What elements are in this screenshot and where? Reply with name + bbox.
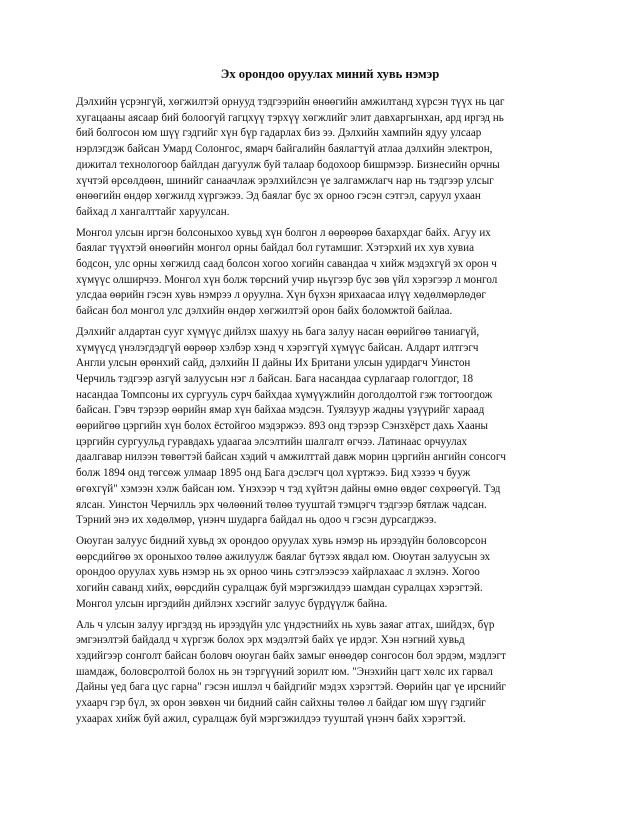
text-line: байсан. Гэвч тэрээр өөрийн ямар хүн байхаа мэдсэн. Туялзуур жадны үзүүрийг хараад: [76, 404, 485, 417]
paragraph: [76, 226, 584, 320]
text-line: Монгол улсын иргэдийн дийлэнх хэсгийг залуус бүрдүүлж байна.: [76, 597, 388, 610]
text-line: Англи улсын өрөнхий сайд, дэлхийн II дайны Их Британи улсын удирдагч Уинстон: [76, 357, 471, 370]
text-line: Дэлхийг алдартан сууг хүмүүс дийлэх шахуу нь бага залуу насан өөрийгөө таниагүй,: [76, 325, 480, 338]
text-line: Дэлхийн үсрэнгүй, хөгжилтэй орнууд тэдгээрийн өнөөгийн амжилтанд хүрсэн түүх нь цаг: [76, 96, 505, 108]
text-line: даалгавар нилээн төвөгтэй байсан хэдий ч амжилттай давж морин цэргийн ангийн сонсогч: [76, 451, 506, 464]
text-line: өөрсдийгөө эх ороныхоо төлөө ажилуулж баялаг бүтээх явдал юм. Оюутан залуусын эх: [76, 550, 490, 563]
text-line: цэргийн сургуульд гуравдахь удаагаа элсэлтийн шалгалт өгчээ. Латинаас орчуулах: [76, 435, 468, 448]
text-line: хэдийгээр сонголт байсан боловч оюуган байх замыг өнөөдөр сонгосон бол эрдэм, мэдлэгт: [76, 649, 506, 662]
document-title: Эх орондоо оруулах миний хувь нэмэр: [220, 67, 440, 81]
text-line: бий болгосон юм шүү гэдгийг хүн бүр гадарлах биз ээ. Дэлхийн хампийн ядуу улсаар: [76, 127, 482, 140]
text-line: хугацааны аясаар бий болоогүй гагцхүү тэрхүү хөгжлийг элит давхаргынхан, ард иргэд нь: [76, 111, 504, 124]
text-line: Оюуган залуус бидний хувьд эх орондоо оруулах хувь нэмэр нь ирээдүйн боловсорсон: [76, 534, 487, 547]
text-line: өнөөгийн өндөр хөгжилд хүргэжээ. Эд баялаг бус эх орноо гэсэн сэтгэл, саруул ухаан: [76, 190, 481, 203]
text-line: ухаарч гэр бүл, эх орон зөвхөн чи бидний сайн сайхны төлөө л байдаг юм шүү гэдгийг: [76, 697, 486, 710]
text-line: өөрийгөө цэргийн хүн болох ёстойгоо мэдэржээ. 893 онд тэрээр Сэнзхёрст дахь Хааны: [76, 420, 489, 433]
text-line: орондоо оруулах хувь нэмэр нь эх орноо чинь сэтгэлээсээ хайрлахаас л эхлэнэ. Хогоо: [76, 566, 480, 579]
paragraph: [76, 618, 584, 728]
text-line: нэрлэгдэж байсан Умард Солонгос, ямарч байгалийн баялагтүй атлаа дэлхийн электрон,: [76, 143, 493, 156]
text-line: хүчтэй өрсөлдөөн, шинийг санаачлаж эрэлхийлсэн үе залгамжлагч нар нь тэдгээр улсыг: [76, 174, 494, 187]
text-line: ухаарах хийж буй ажил, суралцаж буй мэргэжилдээ тууштай үнэнч байх хэрэгтэй.: [76, 712, 466, 725]
text-line: насандаа Томпсоны их сургууль сурч байхдаа хүмүүжлийн доголдолтой гэж тогтоогдож: [76, 388, 493, 401]
paragraph: [76, 534, 584, 613]
text-line: өгөхгүй" хэмээн хэлж байсан юм. Үнэхээр ч тэд хүйтэн дайны өмнө өвдөг сөхрөөгүй. Тэд: [76, 482, 501, 495]
text-line: Монгол улсын иргэн болсоныхоо хувьд хүн болгон л өөрөөрөө бахархдаг байх. Агуу их: [76, 226, 491, 239]
document-body: [76, 95, 584, 727]
text-line: Аль ч улсын залуу иргэдэд нь ирээдүйн улс үндэстнийх нь хувь заяаг атгах, шийдэх, бүр: [76, 618, 495, 631]
text-line: шамдаж, боловсролтой болох нь эн тэргүүний зорилт юм. "Энэхийн цагт хөлс их гарвал: [76, 665, 493, 678]
paragraph: [76, 325, 584, 529]
text-line: баялаг түүхтэй өнөөгийн монгол орны байдал бол гутамшиг. Хэтэрхий их хув хувиа: [76, 242, 475, 255]
text-line: улсдаа өөрийн гэсэн хувь нэмрээ л оруулна. Хүн бүхэн ярихаасаа илүү хөдөлмөрлөдөг: [76, 289, 486, 302]
text-line: эмгэнэлтэй байдалд ч хүргэж болох эрх мэдэлтэй байх үе ирдэг. Хэн нэгний хувьд: [76, 634, 465, 647]
text-line: бодсон, улс орны хөгжилд саад болсон хогоо хогийн савандаа ч хийж мэдэхгүй эх орон ч: [76, 258, 497, 271]
text-line: дижитал технологоор байлдан дагуулж буй талаар бодохоор бишрмээр. Бизнесийн орчны: [76, 158, 500, 171]
text-line: байсан бол монгол улс дэлхийн өндөр хөгжилтэй орон байх боломжтой байлаа.: [76, 305, 453, 318]
text-line: хогийн саванд хийх, өөрсдийн суралцаж буй мэргэжилдээ шамдан суралцах хэрэгтэй.: [76, 582, 483, 595]
text-line: байхад л хангалттайг харуулсан.: [76, 205, 230, 218]
text-line: Дайны үед бага цус гарна" гэсэн ишлэл ч байдгийг мэдэх хэрэгтэй. Өөрийн цаг үе ирснийг: [76, 681, 506, 694]
text-line: Тэрний энэ их хөдөлмөр, үнэнч шударга байдал нь одоо ч гэсэн дурсагджээ.: [76, 514, 437, 527]
text-line: Черчиль тэдгээр азгүй залуусын нэг л байсан. Бага насандаа сурлагаар гологгдог, 18: [76, 372, 474, 385]
text-line: ялсан. Уинстон Черчилль эрх чөлөөний төлөө тууштай тэмцэгч тэдгээр бятлаж чадсан.: [76, 498, 487, 511]
text-line: хүмүүсд үнэлэгдэдгүй өөрөөр хэлбэр хэнд ч хэрэггүй хүмүүс байсан. Алдарт илтгэгч: [76, 341, 479, 354]
text-line: болж 1894 онд төгсөж улмаар 1895 онд Бага дэслэгч цол хүртжээ. Бид хэзээ ч бууж: [76, 467, 471, 480]
paragraph: [76, 95, 584, 221]
text-line: хүмүүс олширчээ. Монгол хүн болж төрсний учир ньүгээр бус зөв үйл хэрэгээр л монгол: [76, 273, 498, 286]
